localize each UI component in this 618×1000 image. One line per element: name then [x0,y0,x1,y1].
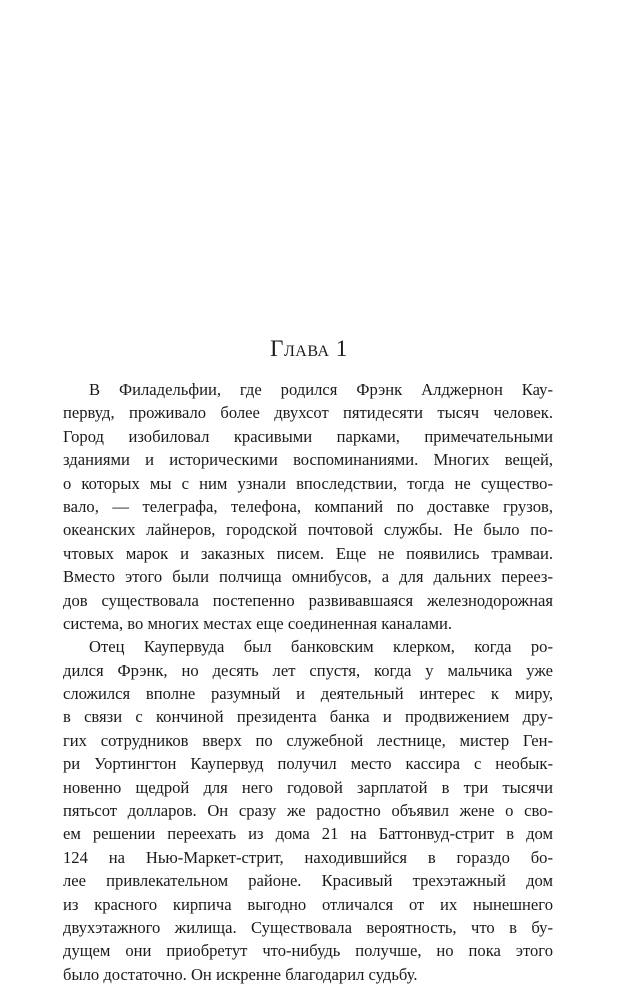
text-line: сложился вполне разумный и деятельный интерес к миру, [63,684,553,704]
text-line: Город изобиловал красивыми парками, примечательными [63,426,553,446]
text-line: ри Уортингтон Каупервуд получил место кассира с необык- [63,754,553,774]
text-line: первуд, проживало более двухсот пятидесяти тысяч человек. [63,403,553,423]
text-line: о которых мы с ним узнали впоследствии, тогда не существо- [63,473,553,493]
text-line: вало, — телеграфа, телефона, компаний по доставке грузов, [63,496,553,516]
text-line: лее привлекательном районе. Красивый трехэтажный дом [63,871,553,891]
text-line: гих сотрудников вверх по служебной лестнице, мистер Ген- [63,730,553,750]
text-line: система, во многих местах еще соединенная каналами. [63,613,453,633]
text-line: 124 на Нью-Маркет-стрит, находившийся в гораздо бо- [63,847,553,867]
text-line: Вместо этого были полчища омнибусов, а для дальних переез- [63,567,553,587]
text-line: из красного кирпича выгодно отличался от их нынешнего [63,894,553,914]
text-line: дов существовала постепенно развивавшаяся железнодорожная [63,590,553,610]
paragraph-2 [63,635,553,986]
text-line: было достаточно. Он искренне благодарил судьбу. [63,964,418,984]
chapter-title: Глава 1 [270,336,348,361]
text-line: океанских лайнеров, городской почтовой службы. Не было по- [63,520,553,540]
text-line: в связи с кончиной президента банка и продвижением дру- [63,707,553,727]
text-line: дился Фрэнк, но десять лет спустя, когда у мальчика уже [63,660,553,680]
text-line: В Филадельфии, где родился Фрэнк Алджернон Кау- [89,380,553,399]
text-line: чтовых марок и заказных писем. Еще не появились трамваи. [63,543,553,563]
text-line: дущем они приобретут что-нибудь получше, но пока этого [63,941,553,961]
text-line: двухэтажного жилища. Существовала вероятность, что в бу- [63,917,553,937]
body-text [63,378,553,986]
text-line: новенно щедрой для него годовой зарплатой в три тысячи [63,777,553,797]
text-line: ем решении переехать из дома 21 на Баттонвуд-стрит в дом [63,824,553,844]
text-line: пятьсот долларов. Он сразу же радостно объявил жене о сво- [63,801,553,821]
paragraph-1 [63,378,553,635]
text-line: Отец Каупервуда был банковским клерком, когда ро- [89,637,553,657]
text-line: зданиями и историческими воспоминаниями. Многих вещей, [63,450,553,470]
